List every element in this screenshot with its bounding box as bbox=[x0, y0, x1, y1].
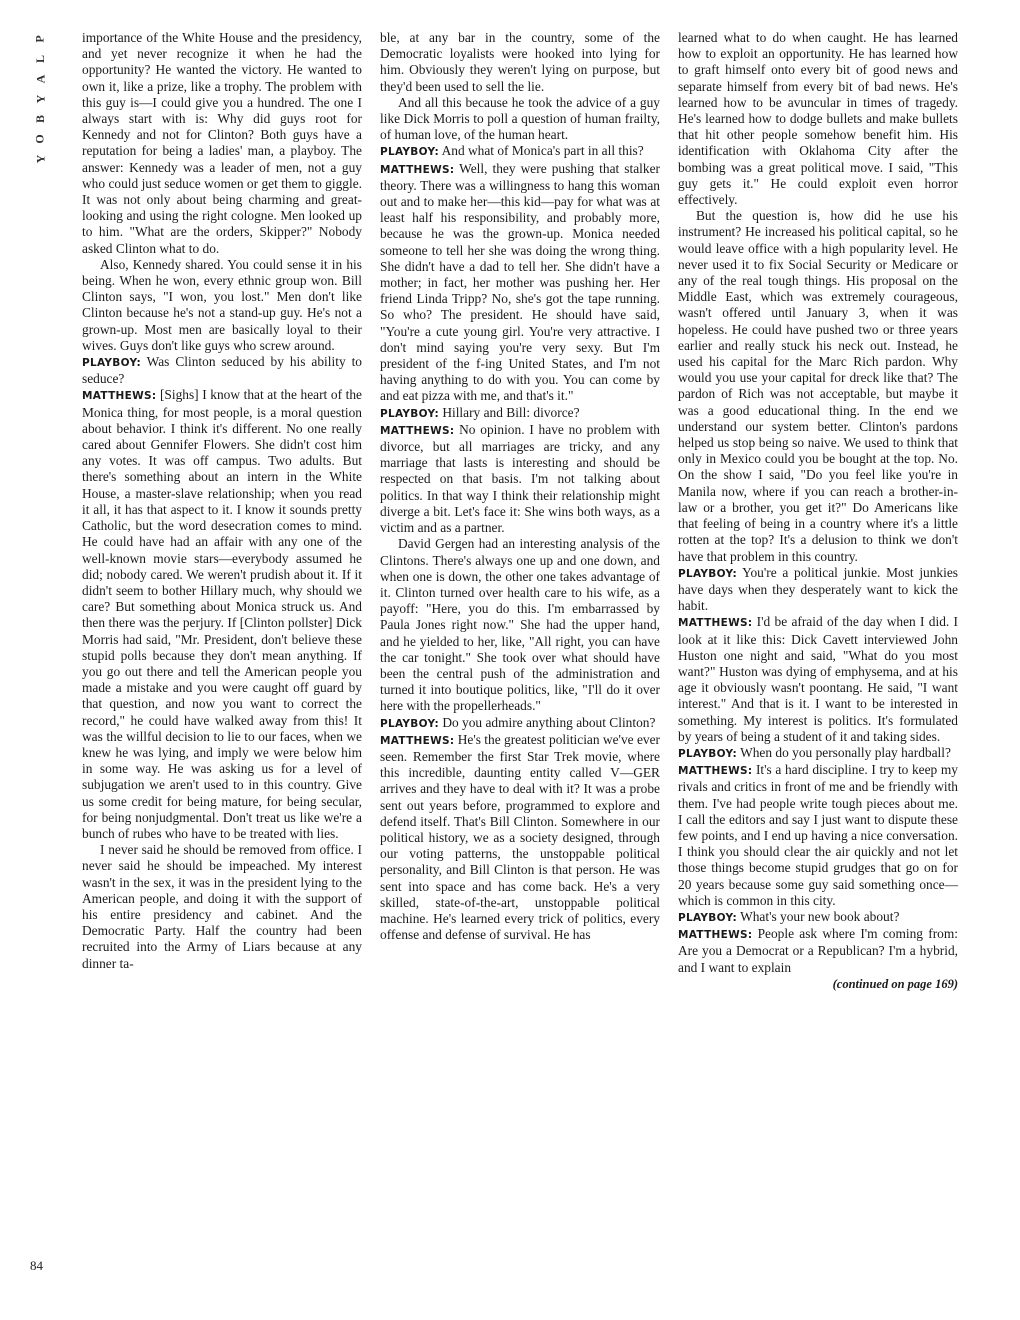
speaker-label: MATTHEWS: bbox=[678, 617, 753, 630]
continued-note bbox=[678, 976, 958, 992]
paragraph bbox=[380, 732, 660, 944]
paragraph bbox=[380, 161, 660, 405]
masthead-letter: A bbox=[32, 74, 47, 84]
paragraph-text: ble, at any bar in the country, some of the Democratic loyalists were hooked into lying for him. Obviously they weren't lying on purpose, but they'd been used to sell the lie. bbox=[380, 30, 660, 94]
paragraph-text: [Sighs] I know that at the heart of the Monica thing, for most people, is a moral question about behavior. I think it's different. No one really cared about Gennifer Flowers. She didn't cost him any votes. It was off campus. Two adults. But there's something about an intern in the White House, a master-slave relationship; when you read it all, it has that aspect to it. I know it sounds pretty Catholic, but the word desecration comes to mind. He could have had an affair with any one of the well-known movie stars—everybody assumed he did; nobody cared. We weren't prudish about it. If it didn't seem to bother Hillary much, why should we care? But something about Monica struck us. And then there was the perjury. If [Clinton pollster] Dick Morris had said, "Mr. President, don't believe these stupid polls because they don't mean anything. If you go out there and tell the American people you made a mistake and you were caught off guard by that question, and now you want to correct the record," he could have walked away from this! It was the willful decision to lie to our faces, when we knew he was lying, and imply we were below him in some way. He was asking us for a level of subjugation we aren't used to in this country. Give us some credit for being mature, for being secular, for being nonjudgmental. Don't treat us like we're a bunch of rubes who have to be treated with lies. bbox=[82, 387, 362, 841]
speaker-label: MATTHEWS: bbox=[678, 929, 753, 942]
speaker-label: PLAYBOY: bbox=[678, 911, 737, 924]
paragraph-text: I never said he should be removed from office. I never said he should be impeached. My interest wasn't in the sex, it was in the president lying to the American people, and doing it with the support of his entire presidency and cabinet. And the Democratic Party. Half the country had been recruited into the Army of Liars because at any dinner ta- bbox=[82, 842, 362, 971]
paragraph bbox=[678, 909, 958, 926]
paragraph-text: What's your new book about? bbox=[736, 908, 900, 924]
paragraph-text: Do you admire anything about Clinton? bbox=[438, 714, 656, 730]
paragraph bbox=[380, 30, 660, 95]
speaker-label: PLAYBOY: bbox=[380, 717, 439, 730]
paragraph bbox=[82, 842, 362, 972]
masthead-letter: Y bbox=[32, 94, 47, 104]
speaker-label: MATTHEWS: bbox=[82, 390, 157, 403]
paragraph-text: People ask where I'm coming from: Are you a Democrat or a Republican? I'm a hybrid, and I want to explain bbox=[678, 926, 958, 975]
paragraph bbox=[678, 614, 958, 745]
speaker-label: PLAYBOY: bbox=[380, 407, 439, 420]
paragraph bbox=[82, 257, 362, 354]
paragraph bbox=[380, 143, 660, 160]
paragraph-text: You're a political junkie. Most junkies have days when they desperately want to kick the habit. bbox=[678, 564, 958, 614]
paragraph-text: When do you personally play hardball? bbox=[736, 744, 951, 760]
paragraph bbox=[380, 536, 660, 714]
paragraph-text: But the question is, how did he use his instrument? He increased his political capital, so he would leave office with a high popularity level. He never used it to fix Social Security or Medicare or any of the real tough things. His proposal on the Middle East, which was extremely courageous, wasn't offered until January 3, when it was hopeless. He could have pushed two or three years earlier and really stuck his neck out. Instead, he used his capital for the Marc Rich pardon. Why would you use your capital for dreck like that? The pardon of Rich was not acceptable, but maybe it was a good educational thing. In the end we understand our system better. Clinton's pardons helped us stop being so naive. We used to think that only in Mexico could you be bought at the top. No. On the show I said, "Do you feel like you're in Manila now, where if you can reach a brother-in-law or a brother, you get it?" Do Americans like that feeling of being in a country where it's a little rotten at the top? It's a delusion to think we don't have that problem in this country. bbox=[678, 208, 958, 564]
paragraph bbox=[380, 422, 660, 536]
paragraph-text: I'd be afraid of the day when I did. I look at it like this: Dick Cavett interviewed John Huston one night and said, "What do you most want?" Huston was dying of emphysema, and at his age it obviously wasn't poontang. He said, "I want interest." And that is it. I want to be interested in something. My interest is politics. It's formulated by years of being a student of it and taking sides. bbox=[678, 614, 958, 744]
masthead-letter: L bbox=[32, 54, 47, 64]
paragraph-text: No opinion. I have no problem with divorce, but all marriages are tricky, and any marriage that lasts is interesting and should be respected on that basis. I'm not talking about politics. In that way I think their relationship might diverge a bit. Let's face it: She wins both ways, as a victim and as a partner. bbox=[380, 421, 660, 536]
paragraph-text: And what of Monica's part in all this? bbox=[438, 143, 644, 159]
paragraph-text: (continued on page 169) bbox=[832, 976, 958, 991]
paragraph-text: importance of the White House and the presidency, and yet never recognize it when he had the opportunity? He wanted the victory. He wanted to own it, like a prize, like a trophy. The problem with this guy is—I could give you a hundred. The one I always start with is: Why did guys root for Kennedy and not for Clinton? Both guys have a reputation for being a ladies' man, a playboy. The answer: Kennedy was a leader of men, not a guy who could just seduce women or get them to giggle. It was not only about being charming and great-looking and using the right cologne. Men looked up to him. "What are the orders, Skipper?" Nobody asked Clinton what to do. bbox=[82, 30, 362, 256]
paragraph-text: Hillary and Bill: divorce? bbox=[438, 404, 580, 420]
speaker-label: PLAYBOY: bbox=[82, 357, 141, 370]
paragraph bbox=[380, 95, 660, 144]
paragraph-text: And all this because he took the advice of a guy like Dick Morris to poll a question of human frailty, of human love, of the human heart. bbox=[380, 94, 660, 143]
paragraph bbox=[82, 387, 362, 842]
text-column-2 bbox=[380, 30, 660, 943]
speaker-label: MATTHEWS: bbox=[678, 765, 753, 778]
paragraph-text: learned what to do when caught. He has learned how to exploit an opportunity. He has learned how to graft himself onto every bit of good news and separate himself from every bit of bad news. He's learned how to be avuncular in times of tragedy. He's learned how to dodge bullets and make bullets that hit other people somehow benefit him. His identification with Oklahoma City after the bombing was a great political move. I said, "This guy gets it." He could exploit even horror effectively. bbox=[678, 30, 958, 208]
paragraph-text: Also, Kennedy shared. You could sense it in his being. When he won, every ethnic group won. Bill Clinton says, "I won, you lost." Men don't like Clinton because he's not a stand-up guy. He's not a grown-up. Most men are basically loyal to their wives. Guys don't like guys who screw around. bbox=[82, 256, 362, 353]
text-column-3 bbox=[678, 30, 958, 992]
speaker-label: MATTHEWS: bbox=[380, 424, 455, 437]
masthead-letter: O bbox=[33, 134, 47, 144]
paragraph bbox=[380, 715, 660, 732]
paragraph bbox=[678, 208, 958, 564]
paragraph-text: It's a hard discipline. I try to keep my rivals and critics in front of me and be friendly with them. I've had people write tough pieces about me. I call the editors and say I just want to dispute these few points, and I end up having a nice conversation. I think you should clear the air quickly and not let those things become stupid grudges that go on for 20 years because some guy said something once—which is common in this city. bbox=[678, 762, 958, 908]
paragraph bbox=[380, 405, 660, 422]
paragraph-text: Was Clinton seduced by his ability to seduce? bbox=[82, 354, 362, 387]
paragraph bbox=[82, 30, 362, 257]
paragraph bbox=[678, 926, 958, 976]
speaker-label: MATTHEWS: bbox=[380, 734, 455, 747]
paragraph-text: He's the greatest politician we've ever seen. Remember the first Star Trek movie, where this incredible, daunting entity called V—GER arrives and they have to deal with it? It was a probe sent out years before, programmed to explore and defend itself. That's Bill Clinton. Somewhere in our political history, we as a society designed, through our voting patterns, the unstoppable political personality, and Bill Clinton is that person. He was sent into space and has come back. He's a very skilled, state-of-the-art, unstoppable political machine. He's learned every trick of politics, every offense and defense of survival. He has bbox=[380, 731, 660, 943]
masthead bbox=[33, 32, 47, 166]
paragraph bbox=[678, 30, 958, 208]
paragraph bbox=[678, 762, 958, 909]
speaker-label: PLAYBOY: bbox=[678, 747, 737, 760]
text-column-1 bbox=[82, 30, 362, 972]
page-number: 84 bbox=[30, 1258, 43, 1273]
speaker-label: PLAYBOY: bbox=[678, 567, 737, 580]
masthead-letter: Y bbox=[32, 154, 47, 164]
paragraph-text: David Gergen had an interesting analysis of the Clintons. There's always one up and one down, and when one is down, the other one takes advantage of it. Clinton turned over health care to his wife, as a payoff: "Here, you do this. I'm embarrassed by Paula Jones right now." She had the upper hand, and he yielded to her, like, "All right, you can have the car tonight." She took over what should have been the central push of the administration and turned it into boutique politics, like, "I'll do it over here with the propellerheads." bbox=[380, 536, 660, 714]
paragraph-text: Well, they were pushing that stalker theory. There was a willingness to hang this woman out and to make her—this kid—pay for what was at least half his responsibility, and probably more, because he was the grown-up. Monica needed someone to tell her she was doing the wrong thing. She didn't have a dad to tell her. She didn't have a mother; in fact, her mother was pushing her. Her friend Linda Tripp? No, she's got the tape running. So who? The president. He should have said, "You're a cute young girl. You're very attractive. I don't mind saying you're very sexy. But I'm president of the f-ing United States, and I'm not having anything to do with you. You can come by and eat pizza with me, and that's it." bbox=[380, 160, 660, 404]
paragraph bbox=[678, 745, 958, 762]
paragraph bbox=[82, 354, 362, 387]
speaker-label: MATTHEWS: bbox=[380, 163, 455, 176]
masthead-letter: B bbox=[32, 114, 47, 124]
speaker-label: PLAYBOY: bbox=[380, 146, 439, 159]
paragraph bbox=[678, 565, 958, 615]
masthead-letter: P bbox=[33, 35, 47, 43]
